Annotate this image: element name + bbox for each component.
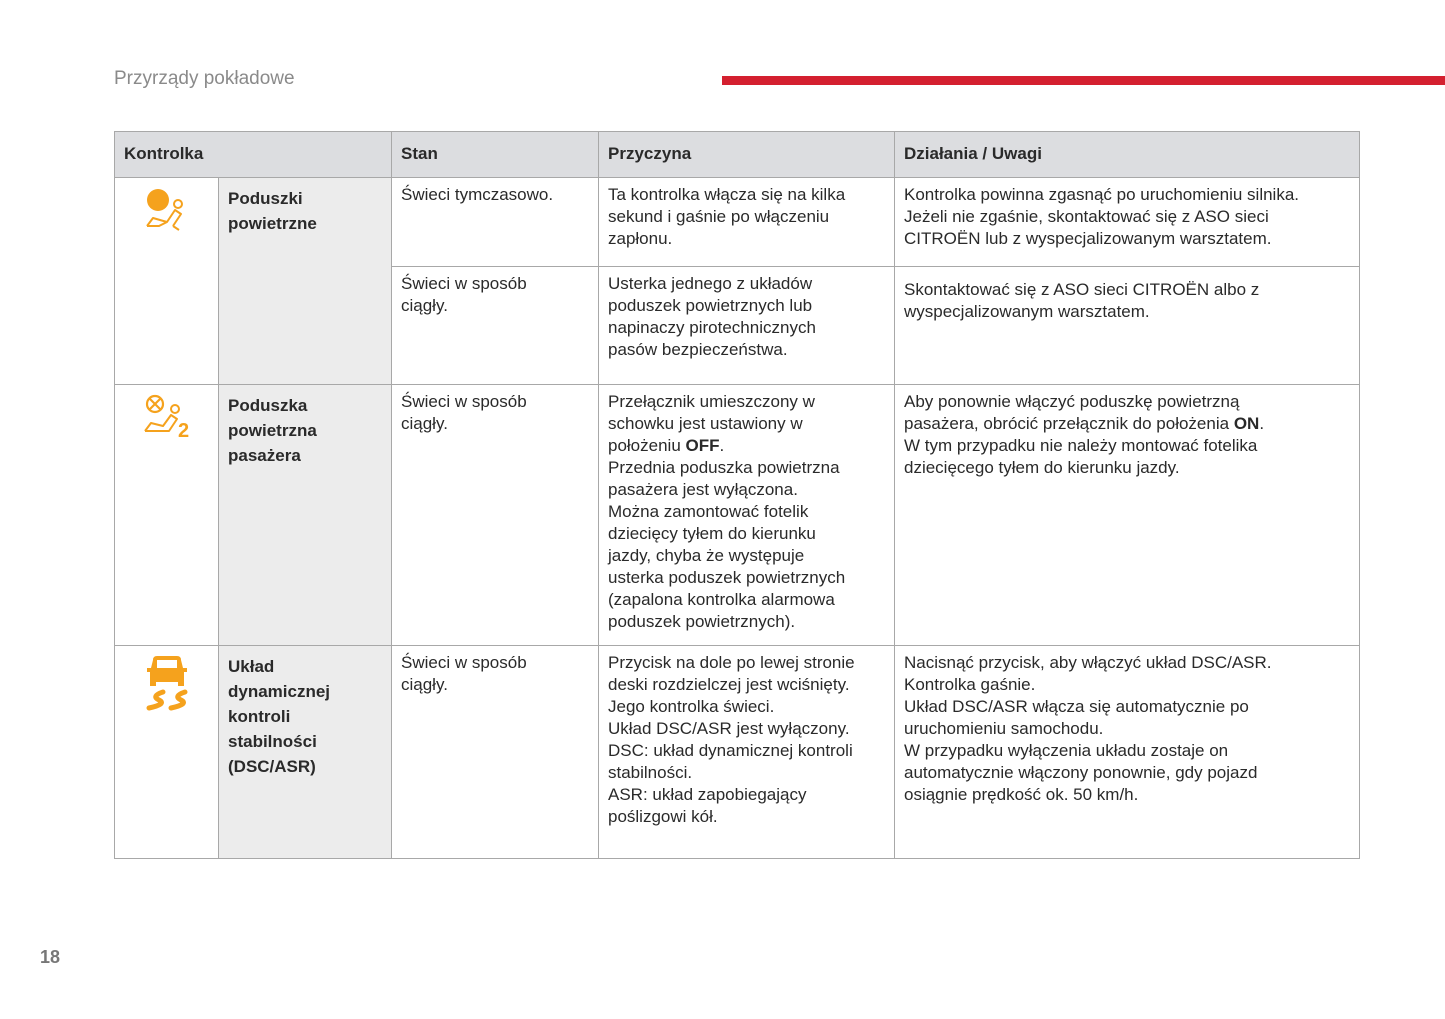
text-line: Ta kontrolka włącza się na kilka — [608, 185, 846, 204]
section-title: Przyrządy pokładowe — [114, 68, 295, 89]
dzialania-cell — [895, 178, 1360, 267]
text-line: W tym przypadku nie należy montować fotelika — [904, 436, 1258, 455]
text-line: Układ DSC/ASR włącza się automatycznie po — [904, 697, 1249, 716]
text-line: Można zamontować fotelik — [608, 502, 809, 521]
text-line: dziecięcy tyłem do kierunku — [608, 524, 816, 543]
text-line: poduszek powietrznych). — [608, 612, 796, 631]
przyczyna-cell — [599, 178, 895, 267]
text-line: Świeci w sposób — [401, 392, 527, 411]
warning-name — [219, 385, 392, 646]
name-line: pasażera — [228, 446, 301, 465]
text-line: Kontrolka gaśnie. — [904, 675, 1036, 694]
text-line: usterka poduszek powietrznych — [608, 568, 846, 587]
text-line: ciągły. — [401, 414, 448, 433]
text-line: ciągły. — [401, 675, 448, 694]
text-line — [608, 435, 885, 457]
text-line: zapłonu. — [608, 229, 673, 248]
text-line: DSC: układ dynamicznej kontroli — [608, 741, 853, 760]
dzialania-cell — [895, 385, 1360, 646]
name-line: Układ — [228, 657, 275, 676]
text-line: poślizgowi kół. — [608, 807, 718, 826]
stan-cell — [392, 385, 599, 646]
warning-name — [219, 178, 392, 385]
table-row — [115, 178, 1360, 267]
icon-cell — [115, 646, 219, 859]
table-row — [115, 385, 1360, 646]
name-line: (DSC/ASR) — [228, 757, 316, 776]
name-line: Poduszki — [228, 189, 303, 208]
warning-name — [219, 646, 392, 859]
stan-cell — [392, 267, 599, 385]
name-line: kontroli — [228, 707, 291, 726]
przyczyna-cell — [599, 385, 895, 646]
text-line — [904, 413, 1350, 435]
name-line: powietrzne — [228, 214, 317, 233]
bold-off: OFF — [685, 436, 720, 455]
text-line: jazdy, chyba że występuje — [608, 546, 805, 565]
column-header: Kontrolka — [115, 132, 392, 178]
text: pasażera, obrócić przełącznik do położenia — [904, 414, 1234, 433]
stan-cell — [392, 178, 599, 267]
text-line: Usterka jednego z układów — [608, 274, 813, 293]
text-line: ASR: układ zapobiegający — [608, 785, 807, 804]
text-line: Jeżeli nie zgaśnie, skontaktować się z ASO sieci — [904, 207, 1269, 226]
text-line: uruchomieniu samochodu. — [904, 719, 1104, 738]
text-line: deski rozdzielczej jest wciśnięty. — [608, 675, 850, 694]
text-line: Świeci tymczasowo. — [401, 185, 554, 204]
text-line: sekund i gaśnie po włączeniu — [608, 207, 830, 226]
text-line: (zapalona kontrolka alarmowa — [608, 590, 835, 609]
name-line: Poduszka — [228, 396, 308, 415]
text: . — [719, 436, 725, 455]
dzialania-cell — [895, 267, 1360, 385]
text-line: CITROËN lub z wyspecjalizowanym warsztatem. — [904, 229, 1272, 248]
name-line: stabilności — [228, 732, 317, 751]
text-line: osiągnie prędkość ok. 50 km/h. — [904, 785, 1139, 804]
text-line: schowku jest ustawiony w — [608, 414, 803, 433]
text-line: napinaczy pirotechnicznych — [608, 318, 816, 337]
stan-cell — [392, 646, 599, 859]
dsc-asr-skid-icon — [141, 654, 193, 712]
text-line: dziecięcego tyłem do kierunku jazdy. — [904, 458, 1180, 477]
name-line: powietrzna — [228, 421, 317, 440]
text-line: Świeci w sposób — [401, 274, 527, 293]
icon-cell — [115, 385, 219, 646]
text-line: poduszek powietrznych lub — [608, 296, 813, 315]
text-line: Układ DSC/ASR jest wyłączony. — [608, 719, 850, 738]
passenger-airbag-off-icon — [141, 393, 193, 439]
text-line: Przycisk na dole po lewej stronie — [608, 653, 855, 672]
text-line: pasażera jest wyłączona. — [608, 480, 798, 499]
text-line: Przełącznik umieszczony w — [608, 392, 815, 411]
page-number: 18 — [40, 947, 61, 967]
text: . — [1259, 414, 1265, 433]
text-line: Świeci w sposób — [401, 653, 527, 672]
text-line: Przednia poduszka powietrzna — [608, 458, 840, 477]
text-line: Skontaktować się z ASO sieci CITROËN albo z — [904, 280, 1260, 299]
text-line: pasów bezpieczeństwa. — [608, 340, 788, 359]
text-line: automatycznie włączony ponownie, gdy pojazd — [904, 763, 1258, 782]
text-line: Kontrolka powinna zgasnąć po uruchomieniu silnika. — [904, 185, 1300, 204]
text-line: ciągły. — [401, 296, 448, 315]
table-row — [115, 646, 1360, 859]
przyczyna-cell — [599, 646, 895, 859]
bold-on: ON — [1233, 414, 1260, 433]
warning-lights-table — [114, 131, 1360, 859]
name-line: dynamicznej — [228, 682, 331, 701]
text-line: W przypadku wyłączenia układu zostaje on — [904, 741, 1229, 760]
airbag-icon — [143, 186, 191, 232]
dzialania-cell — [895, 646, 1360, 859]
column-header: Stan — [392, 132, 599, 178]
header-accent-bar — [722, 76, 1445, 85]
text: położeniu — [608, 436, 686, 455]
column-header: Działania / Uwagi — [895, 132, 1360, 178]
text-line: Aby ponownie włączyć poduszkę powietrzną — [904, 392, 1240, 411]
text-line: stabilności. — [608, 763, 693, 782]
text-line: wyspecjalizowanym warsztatem. — [904, 302, 1150, 321]
table-header-row — [115, 132, 1360, 178]
svg-text:2: 2 — [177, 420, 189, 439]
text-line: Jego kontrolka świeci. — [608, 697, 775, 716]
przyczyna-cell — [599, 267, 895, 385]
column-header: Przyczyna — [599, 132, 895, 178]
icon-cell — [115, 178, 219, 385]
text-line: Nacisnąć przycisk, aby włączyć układ DSC/ASR. — [904, 653, 1272, 672]
